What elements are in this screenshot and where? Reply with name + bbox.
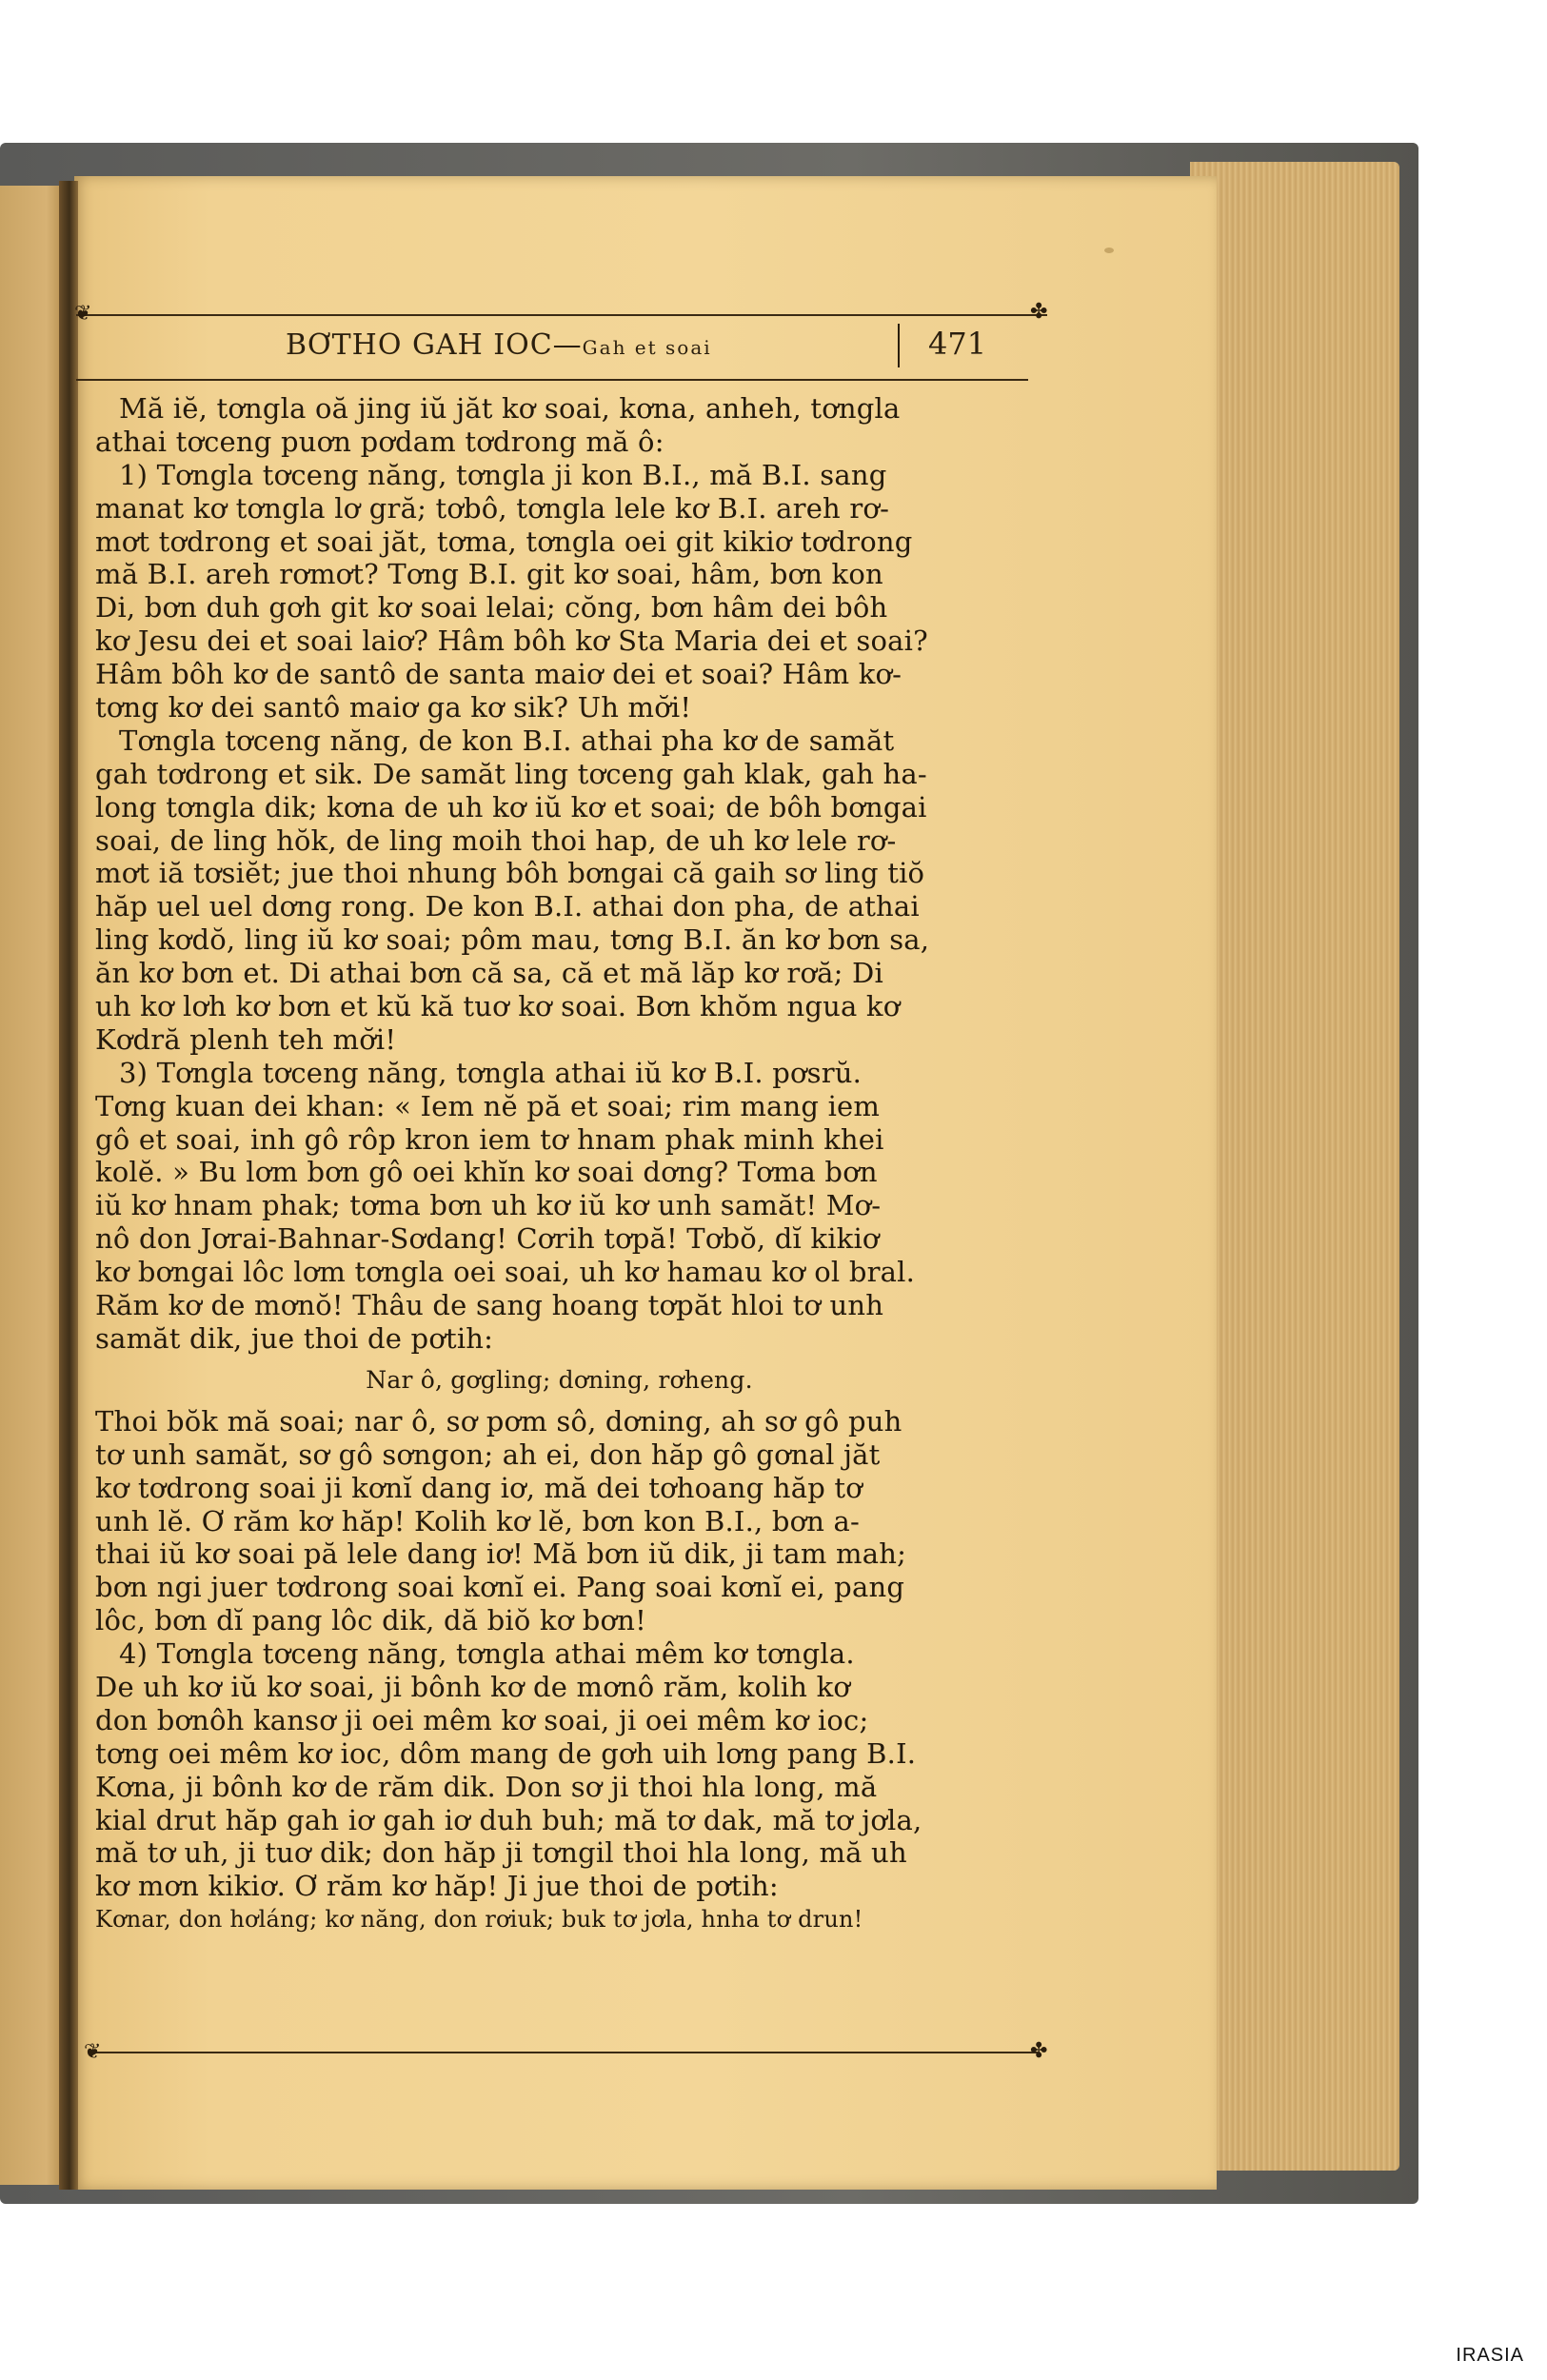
text-line: 1) Tơngla tơceng năng, tơngla ji kon B.I., mă B.I. sang [119,458,887,491]
header-title-small: Gah et soai [582,336,712,359]
book-gutter [59,181,78,2190]
text-line: kơ bơngai lôc lơm tơngla oei soai, uh kơ hamau kơ ol bral. [95,1256,916,1289]
text-line: gah tơdrong et sik. De samăt ling tơceng gah klak, gah ha- [95,757,927,790]
text-line: Di, bơn duh gơh git kơ soai lelai; cŏng, bơn hâm dei bôh [95,591,888,625]
text-line: ăn kơ bơn et. Di athai bơn că sa, că et mă lăp kơ rơă; Di [95,957,883,990]
page-number: 471 [928,326,987,362]
text-line: tơng oei mêm kơ ioc, dôm mang de gơh uih lơng pang B.I. [95,1736,917,1770]
text-line: nô don Jơrai-Bahnar-Sơdang! Cơrih tơpă! Tơbŏ, dĭ kikiơ [95,1222,880,1256]
text-line: Kơna, ji bônh kơ de răm dik. Don sơ ji thoi hla long, mă [95,1770,878,1803]
watermark-label: IRASIA [1456,2345,1524,2366]
text-line: mơt tơdrong et soai jăt, tơma, tơngla oei git kikiơ tơdrong [95,525,913,558]
text-line: Hâm bôh kơ de santô de santa maiơ dei et soai? Hâm kơ- [95,658,902,691]
text-line: De uh kơ iŭ kơ soai, ji bônh kơ de mơnô răm, kolih kơ [95,1670,851,1703]
running-header [286,328,857,362]
ornament-icon: ✤ [1030,2039,1048,2063]
text-line: mă tơ uh, ji tuơ dik; don hăp ji tơngil thoi hla long, mă uh [95,1836,907,1870]
text-line: 4) Tơngla tơceng năng, tơngla athai mêm kơ tơngla. [119,1637,855,1671]
text-line: mơt iă tơsiĕt; jue thoi nhung bôh bơngai că gaih sơ ling tiŏ [95,857,925,890]
footer-rule [90,2052,1038,2053]
text-line: Tơngla tơceng năng, de kon B.I. athai pha kơ de samăt [119,724,895,757]
text-line: gô et soai, inh gô rôp kron iem tơ hnam phak minh khei [95,1122,884,1156]
left-page-edge [0,186,67,2185]
proverb-line: Kơnar, don hơláng; kơ năng, don rơiuk; buk tơ jơla, hnha tơ drun! [95,1906,863,1934]
text-line: Tơng kuan dei khan: « Iem nĕ pă et soai; rim mang iem [95,1089,881,1122]
text-line: unh lĕ. Ơ răm kơ hăp! Kolih kơ lĕ, bơn kon B.I., bơn a- [95,1504,861,1537]
text-line: iŭ kơ hnam phak; tơma bơn uh kơ iŭ kơ unh samăt! Mơ- [95,1189,882,1222]
header-rule-top [76,314,1047,316]
header-rule-bottom [76,379,1028,381]
text-line: tơng kơ dei santô maiơ ga kơ sik? Uh mơ̆i! [95,691,692,724]
text-line: Răm kơ de mơnŏ! Thâu de sang hoang tơpăt hloi tơ unh [95,1289,884,1322]
text-line: kolĕ. » Bu lơm bơn gô oei khĭn kơ soai dơng? Tơma bơn [95,1156,878,1189]
ornament-icon: ❦ [84,2040,102,2064]
text-line: samăt dik, jue thoi de pơtih: [95,1321,494,1355]
text-line: long tơngla dik; kơna de uh kơ iŭ kơ et soai; de bôh bơngai [95,790,927,823]
text-line: Kơdră plenh teh mơ̆i! [95,1022,397,1056]
text-line: mă B.I. areh rơmơt? Tơng B.I. git kơ soai, hâm, bơn kon [95,558,883,591]
text-line: bơn ngi juer tơdrong soai kơnĭ ei. Pang soai kơnĭ ei, pang [95,1571,905,1604]
text-line: thai iŭ kơ soai pă lele dang iơ! Mă bơn iŭ dik, ji tam mah; [95,1537,907,1571]
ornament-icon: ✤ [1030,300,1048,324]
text-line: lôc, bơn dĭ pang lôc dik, dă biŏ kơ bơn! [95,1604,646,1637]
header-title-main: BƠTHO GAH IOC— [286,328,583,362]
text-line: hăp uel uel dơng rong. De kon B.I. athai don pha, de athai [95,890,920,923]
text-line: ling kơdŏ, ling iŭ kơ soai; pôm mau, tơng B.I. ăn kơ bơn sa, [95,923,930,957]
paper-stain [1104,248,1114,253]
text-line: tơ unh samăt, sơ gô sơngon; ah ei, don hăp gô gơnal jăt [95,1438,881,1471]
text-line: soai, de ling hŏk, de ling moih thoi hap, de uh kơ lele rơ- [95,823,897,857]
text-line: kơ tơdrong soai ji kơnĭ dang iơ, mă dei tơhoang hăp tơ [95,1471,863,1504]
text-line: kial drut hăp gah iơ gah iơ duh buh; mă tơ dak, mă tơ jơla, [95,1803,922,1836]
text-line: Thoi bŏk mă soai; nar ô, sơ pơm sô, dơning, ah sơ gô puh [95,1404,902,1438]
text-line: manat kơ tơngla lơ gră; tơbô, tơngla lele kơ B.I. areh rơ- [95,491,890,525]
ornament-icon: ❦ [74,302,92,326]
page-edges [1190,162,1399,2171]
page-body [95,392,1023,1936]
text-line: don bơnôh kansơ ji oei mêm kơ soai, ji oei mêm kơ ioc; [95,1703,869,1736]
text-line: uh kơ lơh kơ bơn et kŭ kă tuơ kơ soai. Bơn khŏm ngua kơ [95,990,901,1023]
header-separator [898,324,900,367]
text-line: athai tơceng puơn pơdam tơdrong mă ô: [95,425,664,458]
text-line: Mă iĕ, tơngla oă jing iŭ jăt kơ soai, kơna, anheh, tơngla [119,392,901,425]
proverb-line: Nar ô, gơgling; dơning, rơheng. [366,1365,753,1394]
text-line: kơ Jesu dei et soai laiơ? Hâm bôh kơ Sta Maria dei et soai? [95,625,928,658]
text-line: 3) Tơngla tơceng năng, tơngla athai iŭ kơ B.I. pơsrŭ. [119,1056,863,1089]
text-line: kơ mơn kikiơ. Ơ răm kơ hăp! Ji jue thoi de pơtih: [95,1870,779,1903]
